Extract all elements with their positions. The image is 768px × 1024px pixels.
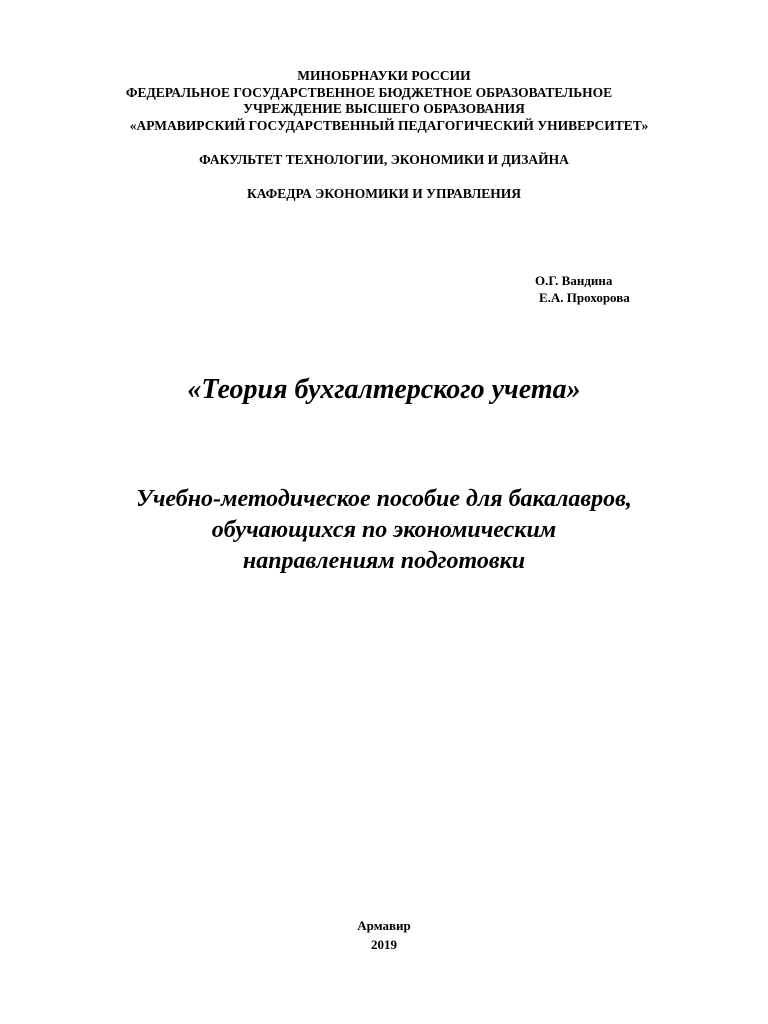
subtitle-line-3: направлениям подготовки bbox=[242, 548, 526, 574]
author-name: О.Г. Вандина bbox=[535, 273, 613, 288]
document-subtitle bbox=[0, 484, 768, 577]
department-name: КАФЕДРА ЭКОНОМИКИ И УПРАВЛЕНИЯ bbox=[246, 186, 522, 201]
faculty-name: ФАКУЛЬТЕТ ТЕХНОЛОГИИ, ЭКОНОМИКИ И ДИЗАЙНА bbox=[199, 152, 569, 167]
institution-line-2: УЧРЕЖДЕНИЕ ВЫСШЕГО ОБРАЗОВАНИЯ bbox=[243, 101, 525, 116]
institution-header bbox=[0, 68, 768, 134]
subtitle-line-2: обучающихся по экономическим bbox=[211, 517, 557, 543]
publication-city: Армавир bbox=[357, 918, 411, 933]
author-name: Е.А. Прохорова bbox=[539, 290, 630, 305]
authors-block bbox=[535, 272, 630, 306]
publication-year: 2019 bbox=[371, 937, 397, 952]
institution-line-1: ФЕДЕРАЛЬНОЕ ГОСУДАРСТВЕННОЕ БЮДЖЕТНОЕ ОБРАЗОВАТЕЛЬНОЕ bbox=[125, 84, 613, 100]
document-title: «Теория бухгалтерского учета» bbox=[187, 374, 581, 405]
university-name: «АРМАВИРСКИЙ ГОСУДАРСТВЕННЫЙ ПЕДАГОГИЧЕСКИЙ УНИВЕРСИТЕТ» bbox=[129, 117, 649, 133]
subtitle-line-1: Учебно-методическое пособие для бакалавров, bbox=[136, 486, 632, 512]
publication-info bbox=[0, 916, 768, 954]
ministry-name: МИНОБРНАУКИ РОССИИ bbox=[297, 68, 471, 83]
